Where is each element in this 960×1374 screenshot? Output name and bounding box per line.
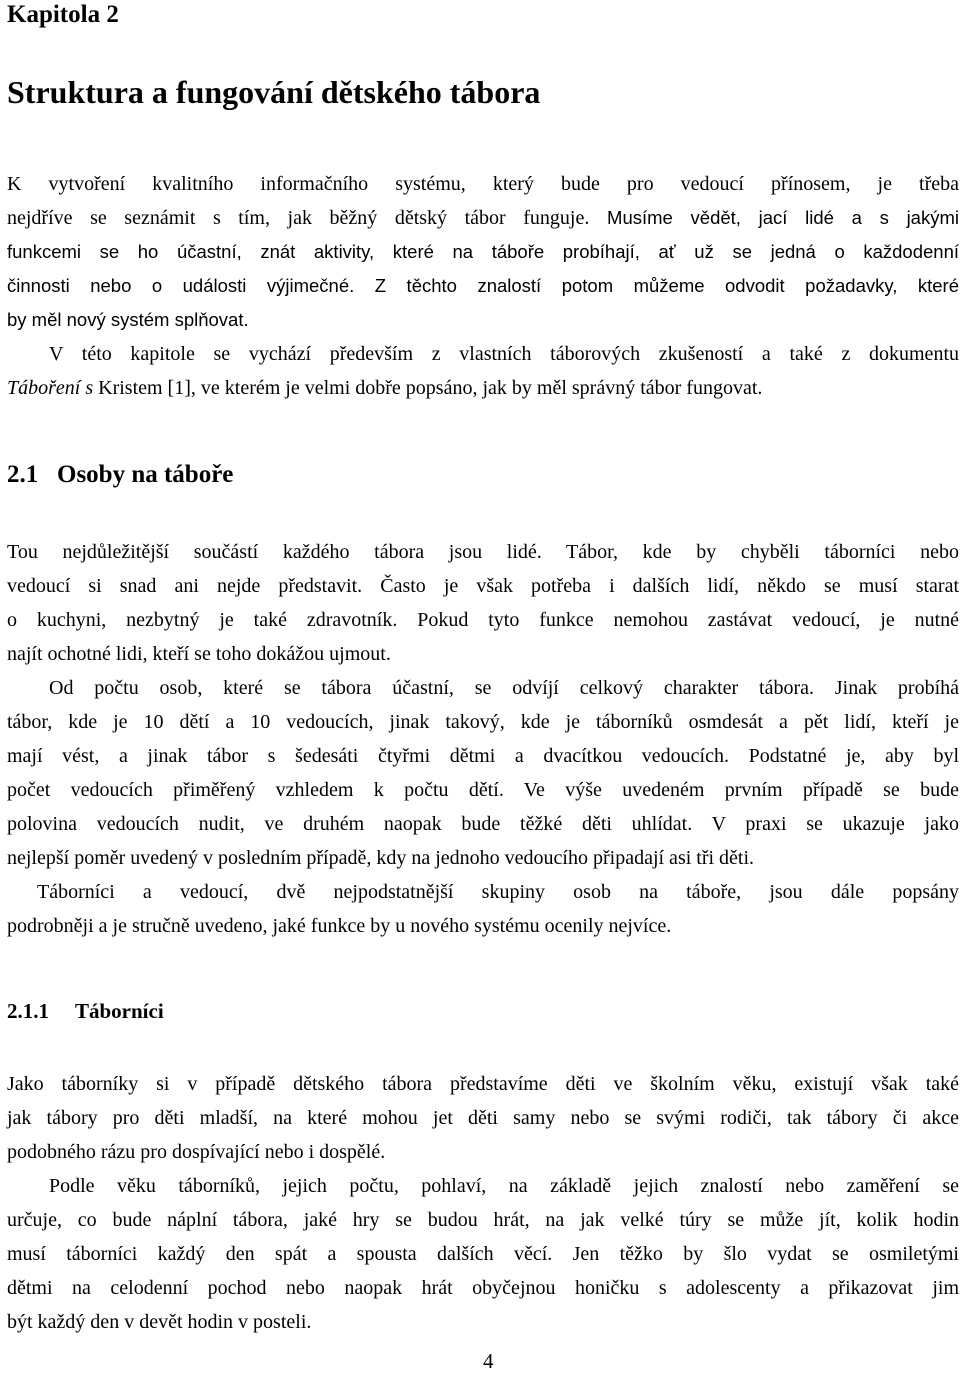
text-run: Musíme vědět, jací lidé a s jakými bbox=[589, 207, 959, 228]
paragraph-line: funkcemi se ho účastní, znát aktivity, které na táboře probíhají, ať už se jedná o každodenní bbox=[7, 241, 959, 262]
paragraph-line bbox=[7, 535, 959, 569]
subsection-paragraph-1 bbox=[7, 1067, 959, 1169]
text-run: polovina vedoucích nudit, ve druhém naopak bude těžké děti uhlídat. bbox=[7, 813, 693, 835]
paragraph-line: musí táborníci každý den spát a spousta dalších věcí. Jen těžko by šlo vydat se osmiletými bbox=[7, 1243, 959, 1265]
paragraph-line bbox=[7, 201, 959, 235]
paragraph-line: V této kapitole se vychází především z vlastních táborových zkušeností a také z dokumentu bbox=[49, 343, 959, 365]
subsection-title: Táborníci bbox=[75, 999, 164, 1023]
text-run: o kuchyni, nezbytný je také zdravotník. bbox=[7, 609, 398, 631]
text-run: Tou nejdůležitější součástí každého tábora jsou lidé. bbox=[7, 541, 542, 563]
text-run: Tábor, kde by chyběli táborníci nebo bbox=[541, 541, 959, 563]
intro-paragraph-1 bbox=[7, 167, 959, 337]
text-run: mají vést, a jinak tábor s šedesáti čtyřmi dětmi a dvacítkou vedoucích. bbox=[7, 745, 729, 767]
chapter-title: Struktura a fungování dětského tábora bbox=[7, 74, 541, 110]
intro-paragraph-2 bbox=[7, 337, 959, 405]
text-run: nejdříve se seznámit s tím, jak běžný dětský tábor funguje. bbox=[7, 207, 590, 229]
text-run: počet vedoucích přiměřený vzhledem k počtu dětí. bbox=[7, 779, 504, 801]
text-run: činnosti nebo o události výjimečné. bbox=[7, 275, 355, 296]
chapter-label: Kapitola 2 bbox=[7, 1, 119, 28]
text-run: Kristem [1], ve kterém je velmi dobře popsáno, jak by měl správný tábor fungovat. bbox=[93, 377, 763, 399]
subsection-heading bbox=[7, 997, 164, 1025]
paragraph-line: podrobněji a je stručně uvedeno, jaké funkce by u nového systému ocenily nejvíce. bbox=[7, 915, 672, 937]
subsection-number: 2.1.1 bbox=[7, 999, 49, 1023]
paragraph-line bbox=[7, 807, 959, 841]
paragraph-line bbox=[7, 269, 959, 303]
text-run: Od počtu osob, které se tábora účastní, se odvíjí celkový charakter tábora. bbox=[49, 677, 815, 699]
paragraph-line bbox=[7, 371, 959, 405]
paragraph-line bbox=[7, 569, 959, 603]
section-heading bbox=[7, 459, 233, 491]
paragraph-line: tábor, kde je 10 dětí a 10 vedoucích, jinak takový, kde je táborníků osmdesát a pět lidí, kteří je bbox=[7, 711, 959, 733]
section-number: 2.1 bbox=[7, 461, 39, 488]
paragraph-line: Podle věku táborníků, jejich počtu, pohlaví, na základě jejich znalostí nebo zaměření se bbox=[49, 1175, 959, 1197]
section-paragraph-2 bbox=[7, 671, 959, 875]
paragraph-line: Jako táborníky si v případě dětského tábora představíme děti ve školním věku, existují však také bbox=[7, 1073, 959, 1095]
text-run: Z těchto znalostí potom můžeme odvodit požadavky, které bbox=[354, 275, 959, 296]
paragraph-line: Táborníci a vedoucí, dvě nejpodstatnější skupiny osob na táboře, jsou dále popsány bbox=[37, 881, 959, 903]
text-run: Ve výše uvedeném prvním případě se bude bbox=[503, 779, 959, 801]
text-run: Často je však potřeba i dalších lidí, někdo se musí starat bbox=[362, 575, 959, 597]
paragraph-line: K vytvoření kvalitního informačního systému, který bude pro vedoucí přínosem, je třeba bbox=[7, 173, 959, 195]
section-title: Osoby na táboře bbox=[57, 461, 234, 488]
page-number: 4 bbox=[483, 1349, 494, 1373]
paragraph-line bbox=[7, 773, 959, 807]
text-run: Jinak probíhá bbox=[814, 677, 959, 699]
paragraph-line: by měl nový systém splňovat. bbox=[7, 309, 249, 330]
paragraph-line bbox=[7, 671, 959, 705]
paragraph-line: určuje, co bude náplní tábora, jaké hry se budou hrát, na jak velké túry se může jít, kolik hodin bbox=[7, 1209, 959, 1231]
section-paragraph-3 bbox=[7, 875, 959, 943]
paragraph-line: jak tábory pro děti mladší, na které mohou jet děti samy nebo se svými rodiči, tak tábory či akce bbox=[7, 1107, 959, 1129]
paragraph-line: být každý den v devět hodin v posteli. bbox=[7, 1311, 312, 1333]
subsection-paragraph-2 bbox=[7, 1169, 959, 1339]
paragraph-line: dětmi na celodenní pochod nebo naopak hrát obyčejnou honičku s adolescenty a přikazovat jim bbox=[7, 1277, 959, 1299]
paragraph-line bbox=[7, 603, 959, 637]
text-run: Podstatné je, aby byl bbox=[729, 745, 959, 767]
text-run: V praxi se ukazuje jako bbox=[692, 813, 959, 835]
paragraph-line: podobného rázu pro dospívající nebo i dospělé. bbox=[7, 1141, 386, 1163]
text-run: Táboření s bbox=[7, 377, 94, 399]
section-paragraph-1 bbox=[7, 535, 959, 671]
text-run: Pokud tyto funkce nemohou zastávat vedoucí, je nutné bbox=[397, 609, 960, 631]
paragraph-line: najít ochotné lidi, kteří se toho dokážou ujmout. bbox=[7, 643, 391, 665]
paragraph-line bbox=[7, 739, 959, 773]
paragraph-line: nejlepší poměr uvedený v posledním případě, kdy na jednoho vedoucího připadají asi tři děti. bbox=[7, 847, 755, 869]
text-run: vedoucí si snad ani nejde představit. bbox=[7, 575, 363, 597]
